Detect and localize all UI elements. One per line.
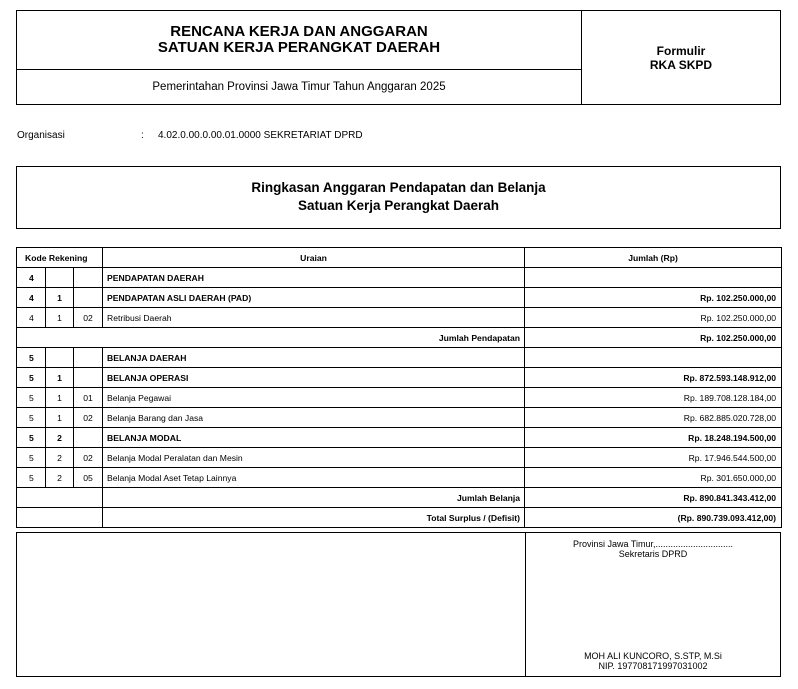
total-surplus-label: Total Surplus / (Defisit): [103, 508, 525, 528]
uraian-cell: Belanja Barang dan Jasa: [103, 408, 525, 428]
jumlah-pendapatan-row: [17, 328, 782, 348]
kode-1: 5: [17, 388, 46, 408]
table-row: [17, 348, 782, 368]
empty-cell: [17, 508, 103, 528]
kode-3: 05: [74, 468, 103, 488]
organisasi-colon: :: [141, 130, 144, 141]
document-header: [16, 10, 582, 105]
jumlah-cell: Rp. 189.708.128.184,00: [525, 388, 782, 408]
header-kode-rekening: Kode Rekening: [17, 248, 103, 268]
jumlah-cell: Rp. 301.650.000,00: [525, 468, 782, 488]
kode-1: 5: [17, 348, 46, 368]
document-subtitle: Pemerintahan Provinsi Jawa Timur Tahun Anggaran 2025: [152, 81, 446, 93]
header-divider: [17, 69, 581, 70]
table-header-row: [17, 248, 782, 268]
table-row: [17, 388, 782, 408]
kode-2: [46, 268, 74, 288]
summary-title-line1: Ringkasan Anggaran Pendapatan dan Belanja: [251, 180, 546, 195]
document-title-line2: SATUAN KERJA PERANGKAT DAERAH: [157, 39, 441, 56]
kode-3: [74, 348, 103, 368]
jumlah-belanja-value: Rp. 890.841.343.412,00: [525, 488, 782, 508]
kode-1: 5: [17, 468, 46, 488]
signature-block: [525, 532, 781, 677]
jumlah-cell: Rp. 18.248.194.500,00: [525, 428, 782, 448]
jumlah-cell: Rp. 682.885.020.728,00: [525, 408, 782, 428]
form-label-box: [581, 10, 781, 105]
kode-1: 5: [17, 448, 46, 468]
table-row: [17, 368, 782, 388]
kode-3: 02: [74, 408, 103, 428]
uraian-cell: Belanja Pegawai: [103, 388, 525, 408]
kode-2: 1: [46, 408, 74, 428]
kode-2: 1: [46, 368, 74, 388]
form-label-line1: Formulir: [656, 44, 706, 58]
kode-3: [74, 368, 103, 388]
total-surplus-value: (Rp. 890.739.093.412,00): [525, 508, 782, 528]
jumlah-cell: Rp. 872.593.148.912,00: [525, 368, 782, 388]
uraian-cell: BELANJA DAERAH: [103, 348, 525, 368]
table-body: [17, 268, 782, 528]
kode-1: 4: [17, 308, 46, 328]
kode-1: 5: [17, 408, 46, 428]
uraian-cell: PENDAPATAN ASLI DAERAH (PAD): [103, 288, 525, 308]
signature-nip: NIP. 197708171997031002: [598, 661, 708, 671]
document-title-line1: RENCANA KERJA DAN ANGGARAN: [170, 23, 428, 40]
signature-place-date: Provinsi Jawa Timur,...............................: [572, 539, 734, 549]
jumlah-belanja-row: [17, 488, 782, 508]
summary-title-box: [16, 166, 781, 229]
budget-table: [16, 247, 782, 528]
kode-3: [74, 288, 103, 308]
uraian-cell: Retribusi Daerah: [103, 308, 525, 328]
jumlah-cell: [525, 348, 782, 368]
header-uraian: Uraian: [103, 248, 525, 268]
signature-name: MOH ALI KUNCORO, S.STP, M.Si: [584, 651, 722, 661]
table-row: [17, 288, 782, 308]
table-row: [17, 308, 782, 328]
kode-2: 1: [46, 288, 74, 308]
kode-2: 2: [46, 448, 74, 468]
kode-2: [46, 348, 74, 368]
jumlah-pendapatan-label: Jumlah Pendapatan: [17, 328, 525, 348]
uraian-cell: Belanja Modal Peralatan dan Mesin: [103, 448, 525, 468]
organisasi-label: Organisasi: [17, 130, 65, 141]
uraian-cell: BELANJA OPERASI: [103, 368, 525, 388]
signature-role: Sekretaris DPRD: [618, 549, 688, 559]
header-jumlah: Jumlah (Rp): [525, 248, 782, 268]
kode-3: 01: [74, 388, 103, 408]
kode-1: 4: [17, 268, 46, 288]
table-row: [17, 448, 782, 468]
kode-1: 5: [17, 428, 46, 448]
jumlah-cell: Rp. 17.946.544.500,00: [525, 448, 782, 468]
table-row: [17, 408, 782, 428]
table-row: [17, 428, 782, 448]
signature-blank-area: [16, 532, 526, 677]
jumlah-cell: [525, 268, 782, 288]
uraian-cell: PENDAPATAN DAERAH: [103, 268, 525, 288]
kode-2: 1: [46, 308, 74, 328]
organisasi-value: 4.02.0.00.0.00.01.0000 SEKRETARIAT DPRD: [158, 130, 363, 141]
total-surplus-row: [17, 508, 782, 528]
summary-title-line2: Satuan Kerja Perangkat Daerah: [297, 198, 500, 213]
empty-cell: [17, 488, 103, 508]
kode-1: 5: [17, 368, 46, 388]
kode-1: 4: [17, 288, 46, 308]
form-label-line2: RKA SKPD: [649, 58, 713, 72]
kode-3: 02: [74, 308, 103, 328]
table-row: [17, 468, 782, 488]
kode-2: 2: [46, 428, 74, 448]
uraian-cell: Belanja Modal Aset Tetap Lainnya: [103, 468, 525, 488]
kode-3: 02: [74, 448, 103, 468]
kode-3: [74, 428, 103, 448]
kode-2: 2: [46, 468, 74, 488]
jumlah-pendapatan-value: Rp. 102.250.000,00: [525, 328, 782, 348]
table-row: [17, 268, 782, 288]
jumlah-cell: Rp. 102.250.000,00: [525, 308, 782, 328]
jumlah-cell: Rp. 102.250.000,00: [525, 288, 782, 308]
kode-2: 1: [46, 388, 74, 408]
kode-3: [74, 268, 103, 288]
uraian-cell: BELANJA MODAL: [103, 428, 525, 448]
jumlah-belanja-label: Jumlah Belanja: [103, 488, 525, 508]
